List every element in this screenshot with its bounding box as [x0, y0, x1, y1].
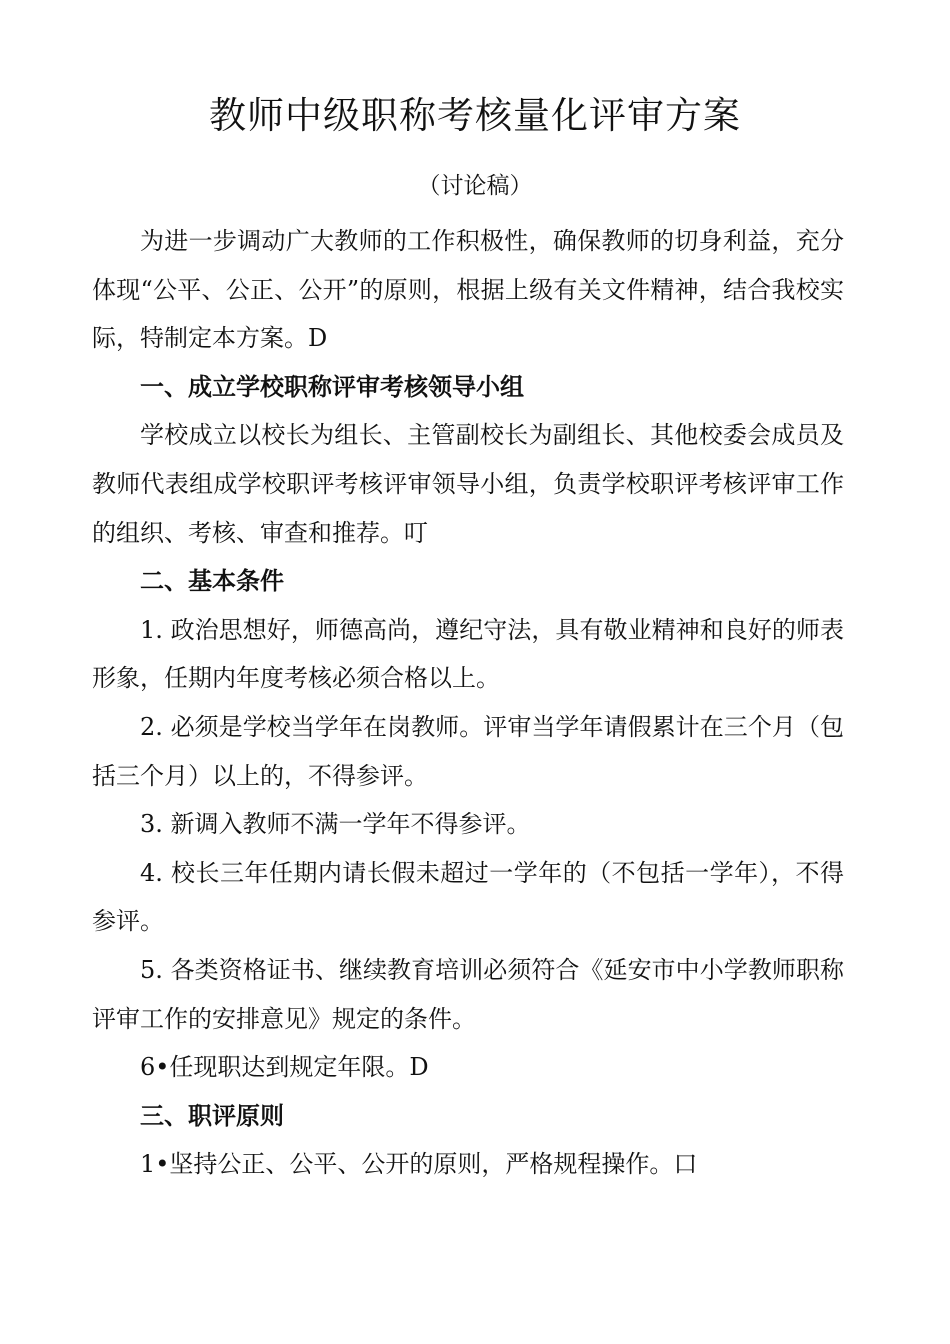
section-heading: 三、职评原则 — [140, 1101, 284, 1130]
list-item: 3. 新调入教师不满一学年不得参评。 — [140, 810, 531, 839]
document-body — [92, 217, 844, 1189]
body-paragraph: 学校成立以校长为组长、主管副校长为副组长、其他校委会成员及教师代表组成学校职评考核评审领导小组，负责学校职评考核评审工作的组织、考核、审查和推荐。叮 — [92, 421, 844, 547]
list-item: 2. 必须是学校当学年在岗教师。评审当学年请假累计在三个月（包括三个月）以上的，不得参评。 — [92, 712, 844, 790]
intro-paragraph: 为进一步调动广大教师的工作积极性，确保教师的切身利益，充分体现“公平、公正、公开”的原则，根据上级有关文件精神，结合我校实际，特制定本方案。D — [92, 227, 844, 353]
list-item: 1•坚持公正、公平、公开的原则，严格规程操作。口 — [140, 1150, 698, 1179]
document-title: 教师中级职称考核量化评审方案 — [209, 94, 741, 137]
list-item: 5. 各类资格证书、继续教育培训必须符合《延安市中小学教师职称评审工作的安排意见》规定的条件。 — [92, 955, 844, 1033]
section-heading: 二、基本条件 — [140, 567, 284, 596]
section-heading: 一、成立学校职称评审考核领导小组 — [140, 372, 524, 401]
list-item: 6•任现职达到规定年限。D — [140, 1053, 429, 1082]
list-item: 4. 校长三年任期内请长假未超过一学年的（不包括一学年），不得参评。 — [92, 858, 844, 936]
document-subtitle: （讨论稿） — [417, 173, 533, 199]
list-item: 1. 政治思想好，师德高尚，遵纪守法，具有敬业精神和良好的师表形象，任期内年度考核必须合格以上。 — [92, 615, 844, 693]
